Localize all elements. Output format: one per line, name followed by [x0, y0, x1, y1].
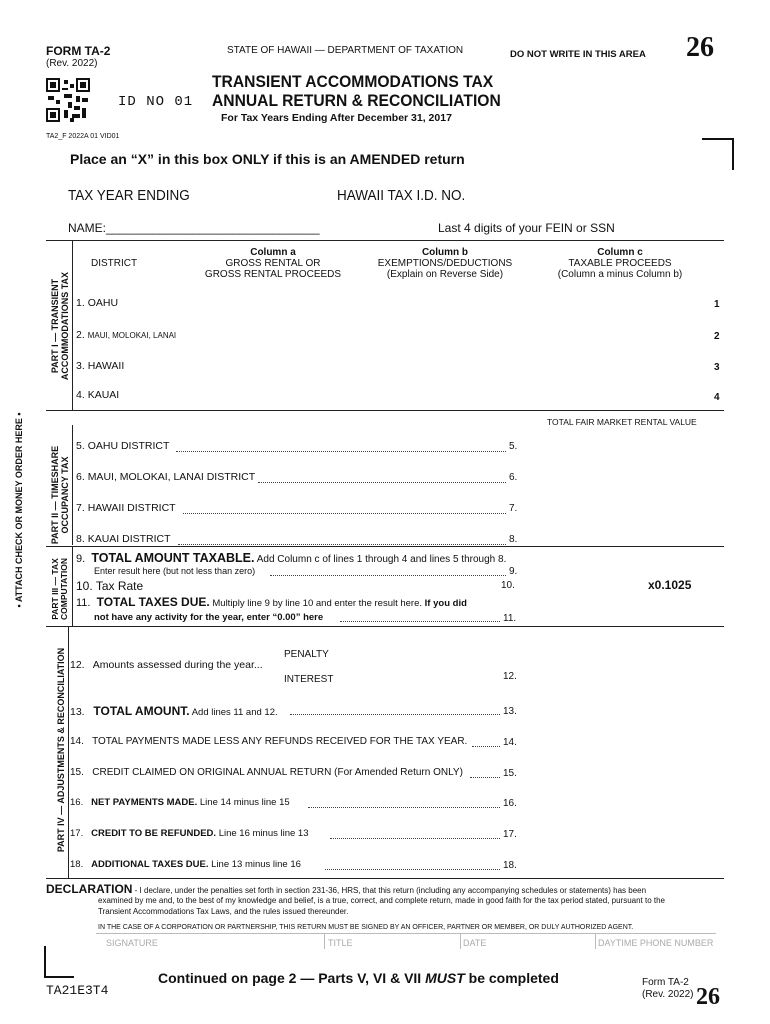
footer-form-revision: (Rev. 2022)	[642, 989, 694, 1000]
part4-label: PART IV — ADJUSTMENTS & RECONCILIATION	[56, 647, 66, 853]
form-id: FORM TA-2	[46, 44, 111, 58]
footer-code: TA21E3T4	[46, 983, 109, 998]
fein-ssn-label: Last 4 digits of your FEIN or SSN	[438, 221, 615, 235]
hawaii-tax-id-label: HAWAII TAX I.D. NO.	[337, 187, 466, 204]
corner-mark	[44, 946, 74, 978]
id-number: ID NO 01	[118, 94, 194, 110]
signature-field[interactable]: SIGNATURE	[106, 938, 158, 948]
form-subtitle: For Tax Years Ending After December 31, 2017	[221, 112, 452, 124]
footer-page-number: 26	[696, 984, 720, 1010]
form-revision: (Rev. 2022)	[46, 58, 98, 69]
fmv-header: TOTAL FAIR MARKET RENTAL VALUE	[547, 417, 697, 427]
tax-rate-value: x0.1025	[648, 578, 692, 592]
district-header: DISTRICT	[91, 258, 138, 269]
tax-year-ending-label: TAX YEAR ENDING	[68, 187, 190, 204]
amended-return-label: Place an “X” in this box ONLY if this is an AMENDED return	[70, 151, 465, 167]
part1-label: PART I — TRANSIENT ACCOMMODATIONS TAX	[50, 271, 70, 381]
page-number: 26	[686, 32, 714, 63]
part2-label: PART II — TIMESHARE OCCUPANCY TAX	[50, 445, 70, 545]
continued-note: Continued on page 2 — Parts V, VI & VII MUST be completed	[158, 970, 559, 986]
date-field[interactable]: DATE	[463, 938, 487, 948]
attach-check-label: • ATTACH CHECK OR MONEY ORDER HERE •	[14, 412, 24, 608]
footer-form-id: Form TA-2	[642, 977, 689, 988]
form-title-line2: ANNUAL RETURN & RECONCILIATION	[212, 91, 501, 110]
column-c-header: Column c TAXABLE PROCEEDS (Column a minus Column b)	[557, 247, 683, 280]
form-title-line1: TRANSIENT ACCOMMODATIONS TAX	[212, 72, 494, 91]
amended-checkbox[interactable]	[702, 138, 734, 170]
agency-name: STATE OF HAWAII — DEPARTMENT OF TAXATION	[227, 45, 464, 56]
column-a-header: Column a GROSS RENTAL OR GROSS RENTAL PROCEEDS	[204, 247, 342, 280]
title-field[interactable]: TITLE	[328, 938, 353, 948]
name-field[interactable]: NAME:________________________________	[68, 221, 320, 235]
column-b-header: Column b EXEMPTIONS/DEDUCTIONS (Explain on Reverse Side)	[377, 247, 513, 280]
part3-label: PART III — TAX COMPUTATION	[50, 558, 69, 621]
qr-code-icon	[46, 78, 90, 122]
do-not-write-notice: DO NOT WRITE IN THIS AREA	[510, 49, 646, 60]
form-code: TA2_F 2022A 01 VID01	[46, 133, 120, 140]
penalty-label: PENALTY	[284, 649, 329, 660]
interest-label: INTEREST	[284, 674, 334, 685]
phone-field[interactable]: DAYTIME PHONE NUMBER	[598, 938, 714, 948]
